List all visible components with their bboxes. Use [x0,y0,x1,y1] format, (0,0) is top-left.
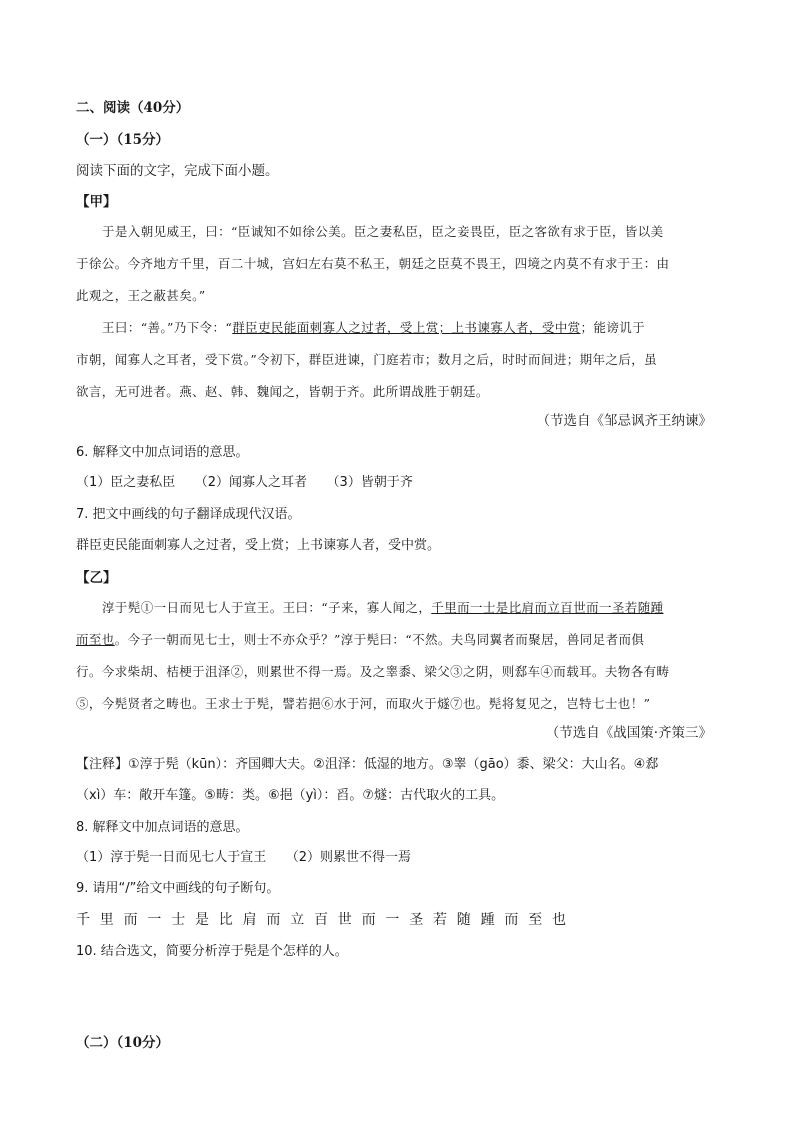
instruction: 阅读下面的文字，完成下面小题。 [76,163,279,179]
notes-line-1: 【注释】①淳于髡（kūn）：齐国卿大夫。②沮泽：低湿的地方。③睾（gāo）黍、梁父：大山名。④郄 [76,757,659,772]
question-6: 6. 解释文中加点词语的意思。 [76,445,249,460]
jia-line-4-end: ；能谤讥于 [580,320,646,335]
notes-line-2: （xì）车：敞开车篷。⑤畴：类。⑥挹（yì）：舀。⑦燧：古代取火的工具。 [76,788,505,803]
question-9-sentence: 千里而一士是比肩而立百世而一圣若随踵而至也 [76,912,576,928]
yi-line-4: ⑤，今髡贤者之畴也。王求士于髡，譬若挹⑥水于河，而取火于燧⑦也。髡将复见之，岂特七士也！” [76,696,651,711]
yi-line-1-start: 淳于髡①一日而见七人于宣王。王曰：“子来，寡人闻之， [102,600,432,615]
jia-line-5: 市朝，闻寡人之耳者，受下赏。”令初下，群臣进谏，门庭若市；数月之后，时时而间进；期年之后，虽 [76,352,658,367]
jia-line-2: 于徐公。今齐地方千里，百二十城，宫妇左右莫不私王，朝廷之臣莫不畏王，四境之内莫不有求于王：由 [76,256,670,271]
passage-yi-label: 【乙】 [76,570,117,586]
question-7: 7. 把文中画线的句子翻译成现代汉语。 [76,507,301,522]
yi-line-3: 行。今求柴胡、桔梗于沮泽②，则累世不得一焉。及之睾黍、梁父③之阴，则郄车④而载耳。夫物各有畴 [76,664,670,679]
part1-title: （一）（15分） [76,132,170,148]
yi-underlined-part-1: 千里而一士是比肩而立百世而一圣若随踵 [431,600,664,615]
question-8-items: （1）淳于髡一日而见七人于宣王 （2）则累世不得一焉 [76,850,412,865]
yi-line-1 [102,598,664,618]
question-10: 10. 结合选文，简要分析淳于髡是个怎样的人。 [76,944,348,959]
passage-jia-label: 【甲】 [76,194,117,210]
jia-line-4 [102,318,645,338]
jia-line-6: 欲言，无可进者。燕、赵、韩、魏闻之，皆朝于齐。此所谓战胜于朝廷。 [76,384,489,399]
question-8: 8. 解释文中加点词语的意思。 [76,820,249,835]
question-9: 9. 请用“/”给文中画线的句子断句。 [76,881,280,896]
yi-line-2-end: 。今子一朝而见七士，则士不亦众乎？”淳于髡曰：“不然。夫鸟同翼者而聚居，兽同足者而俱 [114,632,645,647]
yi-line-2 [76,630,644,650]
jia-line-1: 于是入朝见威王，曰：“臣诚知不如徐公美。臣之妻私臣，臣之妾畏臣，臣之客欲有求于臣，皆以美 [102,224,664,239]
jia-line-3: 此观之，王之蔽甚矣。” [76,288,206,303]
jia-underlined-sentence: 群臣吏民能面刺寡人之过者，受上赏；上书谏寡人者，受中赏 [232,320,581,335]
yi-underlined-part-2: 而至也 [76,632,115,647]
yi-source: （节选自《战国策·齐策三》 [545,725,712,741]
jia-line-4-start: 王曰：“善。”乃下令：“ [102,320,233,335]
part2-title: （二）（10分） [76,1035,170,1051]
jia-source: （节选自《邹忌讽齐王纳谏》 [536,413,712,429]
question-7-sentence: 群臣吏民能面刺寡人之过者，受上赏；上书谏寡人者，受中赏。 [76,538,441,553]
question-6-items: （1）臣之妻私臣 （2）闻寡人之耳者 （3）皆朝于齐 [76,475,413,490]
section-title: 二、阅读（40分） [76,100,190,116]
